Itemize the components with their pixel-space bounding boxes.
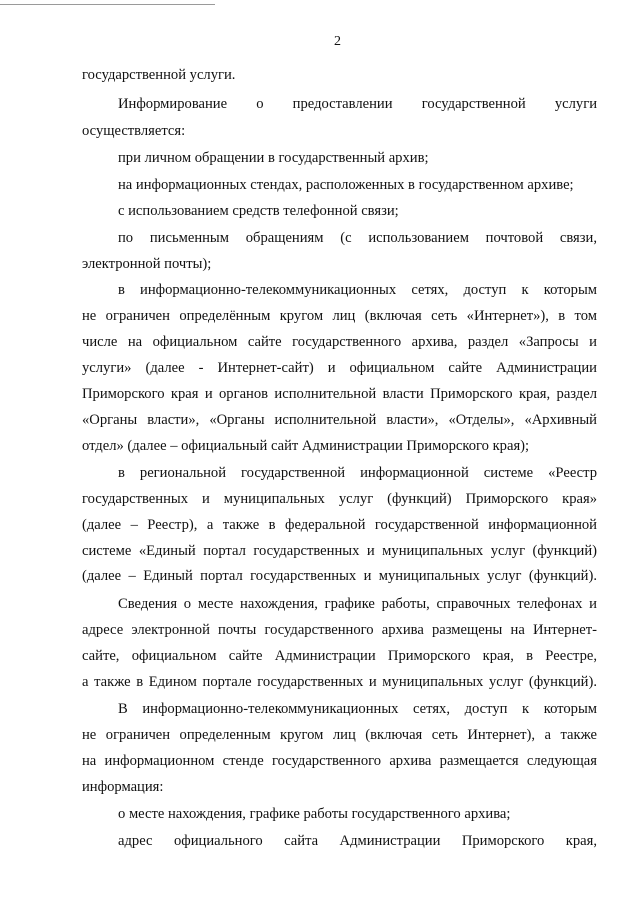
- text-line: в региональной государственной информационной системе «Реестр: [118, 465, 597, 481]
- text-line: при личном обращении в государственный архив;: [118, 150, 429, 166]
- text-line: электронной почты);: [82, 256, 212, 272]
- text-line: не ограничен определённым кругом лиц (включая сеть «Интернет»), в том: [82, 308, 597, 324]
- text-line: на информационных стендах, расположенных в государственном архиве;: [118, 177, 574, 193]
- text-line: сайте, официальном сайте Администрации Приморского края, в Реестре,: [82, 648, 597, 664]
- text-line: системе «Единый портал государственных и муниципальных услуг (функций): [82, 543, 597, 559]
- text-line: о месте нахождения, графике работы государственного архива;: [118, 806, 511, 822]
- text-line: в информационно-телекоммуникационных сетях, доступ к которым: [118, 282, 597, 298]
- text-line: Приморского края и органов исполнительной власти Приморского края, раздел: [82, 386, 597, 402]
- text-line: «Органы власти», «Органы исполнительной власти», «Отделы», «Архивный: [82, 412, 597, 428]
- text-line: государственной услуги.: [82, 67, 236, 83]
- page-number: 2: [334, 34, 341, 49]
- text-line: не ограничен определенным кругом лиц (включая сеть Интернет), а также: [82, 727, 597, 743]
- text-line: Сведения о месте нахождения, графике работы, справочных телефонах и: [118, 596, 597, 612]
- text-line: числе на официальном сайте государственного архива, раздел «Запросы и: [82, 334, 597, 350]
- text-line: а также в Едином портале государственных и муниципальных услуг (функций).: [82, 674, 597, 690]
- text-line: с использованием средств телефонной связи;: [118, 203, 399, 219]
- text-line: государственных и муниципальных услуг (функций) Приморского края»: [82, 491, 597, 507]
- text-line: отдел» (далее – официальный сайт Администрации Приморского края);: [82, 438, 530, 454]
- text-line: услуги» (далее - Интернет-сайт) и официальном сайте Администрации: [82, 360, 597, 376]
- text-line: адрес официального сайта Администрации Приморского края,: [118, 833, 597, 849]
- text-line: по письменным обращениям (с использованием почтовой связи,: [118, 230, 597, 246]
- text-line: информация:: [82, 779, 164, 795]
- text-line: осуществляется:: [82, 123, 186, 139]
- top-rule: [0, 4, 215, 5]
- text-line: Информирование о предоставлении государственной услуги: [118, 96, 597, 112]
- text-line: адресе электронной почты государственного архива размещены на Интернет-: [82, 622, 597, 638]
- text-line: на информационном стенде государственного архива размещается следующая: [82, 753, 597, 769]
- text-line: (далее – Реестр), а также в федеральной государственной информационной: [82, 517, 597, 533]
- text-line: В информационно-телекоммуникационных сетях, доступ к которым: [118, 701, 597, 717]
- text-line: (далее – Единый портал государственных и муниципальных услуг (функций).: [82, 568, 597, 584]
